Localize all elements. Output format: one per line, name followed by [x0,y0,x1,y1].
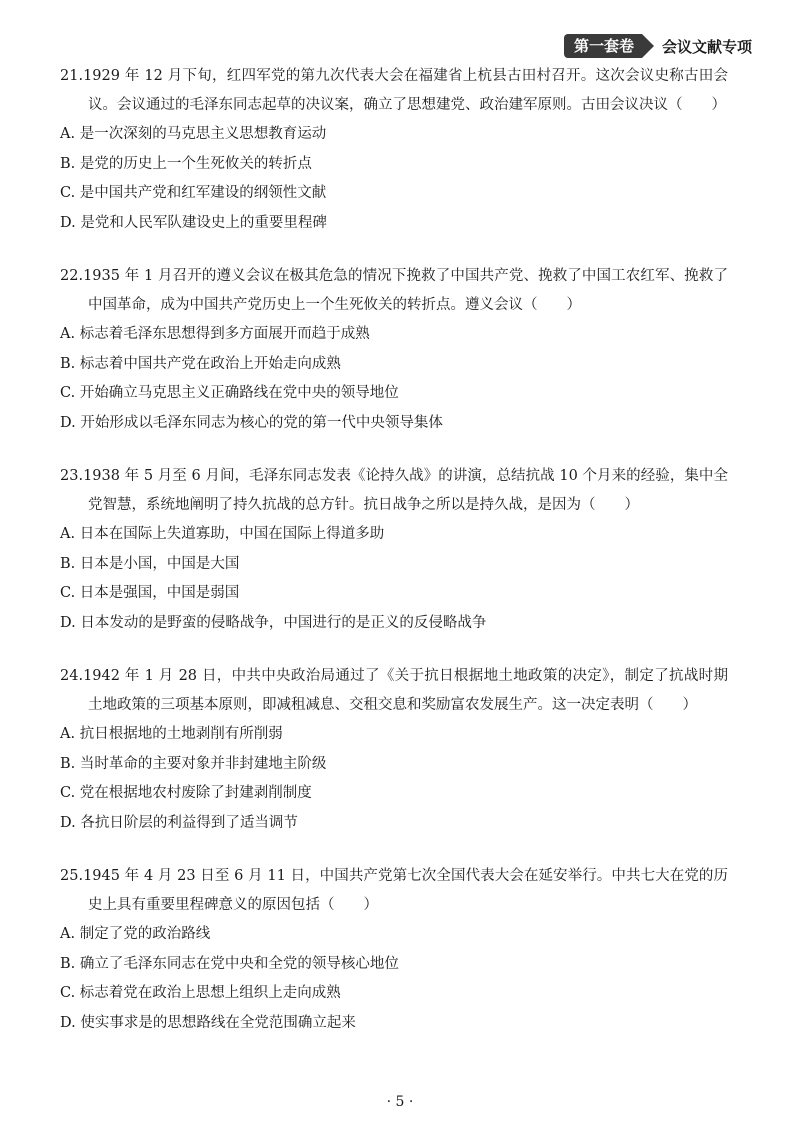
question-list [60,62,728,1062]
option-d: D. 使实事求是的思想路线在全党范围确立起来 [60,1014,356,1031]
question-22 [60,262,728,438]
option-a: A. 是一次深刻的马克思主义思想教育运动 [60,126,327,142]
question-number: 21. [60,68,84,84]
option-d: D. 日本发动的是野蛮的侵略战争，中国进行的是正义的反侵略战争 [60,614,487,631]
option-a: A. 日本在国际上失道寡助，中国在国际上得道多助 [60,526,385,542]
option-c: C. 标志着党在政治上思想上组织上走向成熟 [60,985,341,1001]
question-21 [60,62,728,238]
page-header [564,34,752,58]
question-number: 22. [60,268,84,284]
question-number: 24. [60,668,84,684]
option-c: C. 开始确立马克思主义正确路线在党中央的领导地位 [60,385,399,401]
question-stem [60,262,728,320]
question-stem [60,462,728,520]
option-c: C. 党在根据地农村废除了封建剥削制度 [60,785,312,801]
question-stem [60,862,728,920]
question-number: 23. [60,468,84,484]
option-c: C. 日本是强国，中国是弱国 [60,585,240,601]
option-d: D. 是党和人民军队建设史上的重要里程碑 [60,214,327,231]
option-b: B. 日本是小国，中国是大国 [60,555,240,572]
option-b: B. 是党的历史上一个生死攸关的转折点 [60,155,312,172]
option-a: A. 制定了党的政治路线 [60,926,211,942]
question-text: 1945 年 4 月 23 日至 6 月 11 日，中国共产党第七次全国代表大会在延安举行。中共七大在党的历史上具有重要里程碑意义的原因包括（ ） [83,868,728,913]
question-24 [60,662,728,838]
question-text: 1938 年 5 月至 6 月间，毛泽东同志发表《论持久战》的讲演，总结抗战 10 个月来的经验，集中全党智慧，系统地阐明了持久抗战的总方针。抗日战争之所以是持久战，是因为（ ） [83,468,728,513]
option-a: A. 标志着毛泽东思想得到多方面展开而趋于成熟 [60,326,370,342]
question-25 [60,862,728,1038]
question-stem [60,662,728,720]
question-stem [60,62,728,120]
exam-set-tag: 第一套卷 [564,34,642,58]
question-text: 1942 年 1 月 28 日，中共中央政治局通过了《关于抗日根据地土地政策的决定》，制定了抗战时期土地政策的三项基本原则，即减租减息、交租交息和奖励富农发展生产。这一决定表明（ ） [83,668,728,713]
question-text: 1935 年 1 月召开的遵义会议在极其危急的情况下挽救了中国共产党、挽救了中国工农红军、挽救了中国革命，成为中国共产党历史上一个生死攸关的转折点。遵义会议（ ） [83,268,728,313]
option-b: B. 当时革命的主要对象并非封建地主阶级 [60,755,327,772]
option-b: B. 确立了毛泽东同志在党中央和全党的领导核心地位 [60,955,399,972]
section-title: 会议文献专项 [661,37,752,56]
option-d: D. 各抗日阶层的利益得到了适当调节 [60,814,298,831]
option-d: D. 开始形成以毛泽东同志为核心的党的第一代中央领导集体 [60,414,443,431]
option-b: B. 标志着中国共产党在政治上开始走向成熟 [60,355,341,372]
option-a: A. 抗日根据地的土地剥削有所削弱 [60,726,283,742]
option-c: C. 是中国共产党和红军建设的纲领性文献 [60,185,327,201]
question-text: 1929 年 12 月下旬，红四军党的第九次代表大会在福建省上杭县古田村召开。这次会议史称古田会议。会议通过的毛泽东同志起草的决议案，确立了思想建党、政治建军原则。古田会议决议（ ） [83,68,728,113]
question-23 [60,462,728,638]
question-number: 25. [60,868,84,884]
page-number: · 5 · [386,1094,414,1110]
